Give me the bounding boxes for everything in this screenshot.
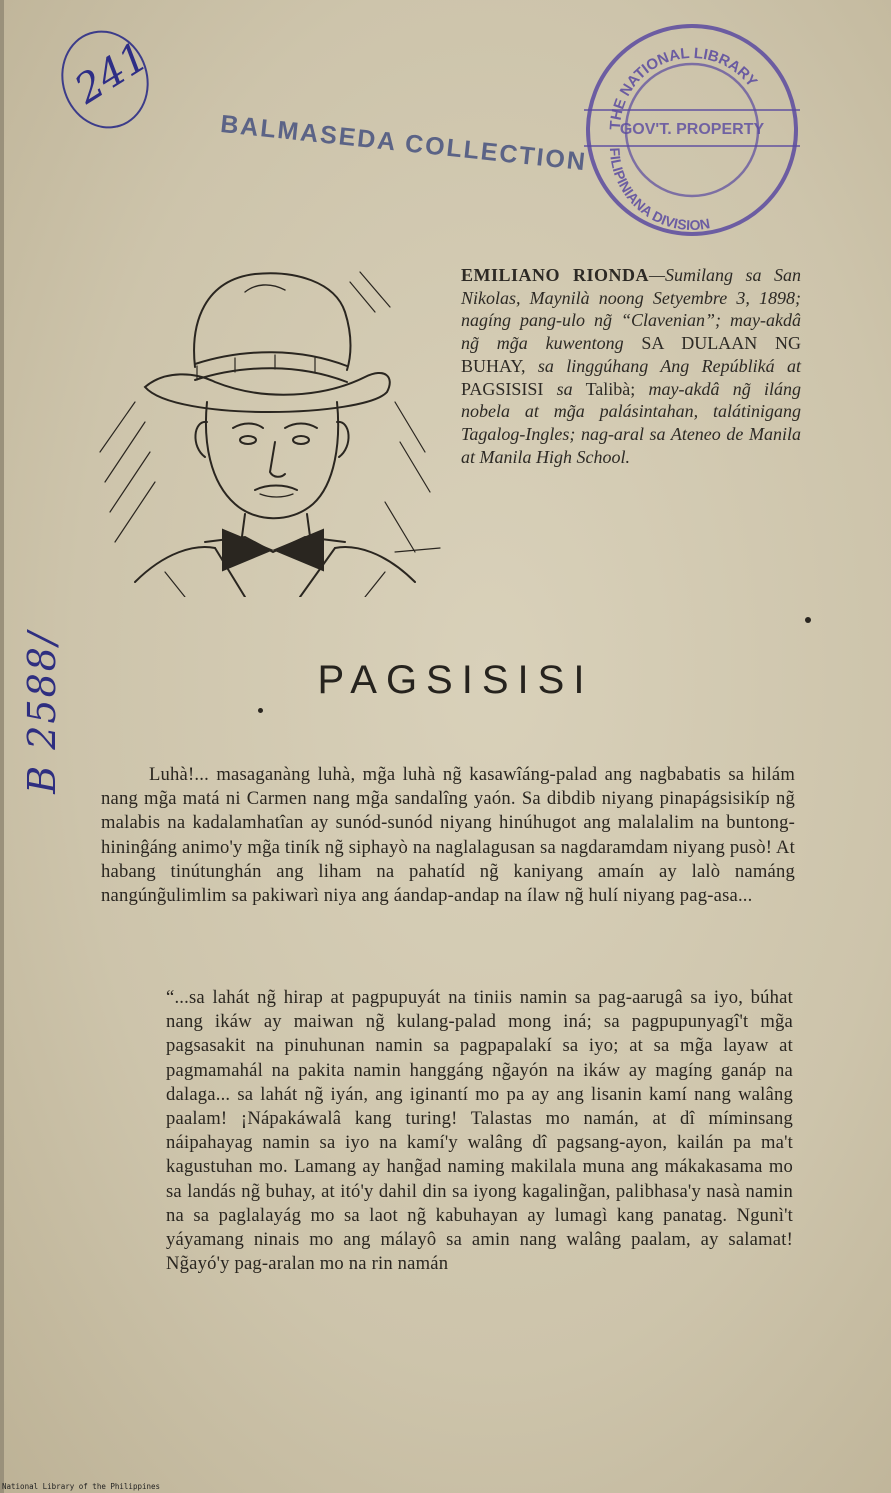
author-bio: [461, 264, 801, 468]
seal-text-middle: GOV'T. PROPERTY: [619, 121, 765, 138]
collection-stamp: BALMASEDA COLLECTION: [219, 110, 589, 177]
footer-credit: National Library of the Philippines: [2, 1482, 161, 1491]
bio-publication: Talibà;: [585, 378, 636, 399]
author-name: EMILIANO RIONDA: [461, 265, 649, 285]
bio-text-3: sa: [556, 378, 573, 399]
story-title: PAGSISISI: [317, 658, 594, 702]
svg-text:FILIPINIANA DIVISION: [607, 147, 711, 233]
bio-text-2: sa linggúhang Ang Repúbliká at: [537, 355, 802, 376]
seal-text-bottom: FILIPINIANA DIVISION: [606, 147, 712, 234]
library-seal: [580, 18, 805, 243]
page-edge: [0, 0, 4, 1493]
bio-work-title-1: SA DULAAN NG BUHAY,: [461, 333, 802, 376]
story-narration: Luhà!... masaganàng luhà, mg̃a luhà ng̃ kasawîáng-palad ang nagbabatis sa hilám nang mg̃a matá ni Carmen nang mg̃a sandalîng yaón. Sa dibdib niyang pinapágsisikíp ng̃ malabis na kadalamhatîan ay sunód-sunód niyang hinúhugot ang malalalim na buntong-hininĝáng animo'y mg̃a tiník ng̃ siphayò na naglalagusan sa nagdaramdam niyang pusò! At habang tinútunghán ang liham na pahatíd ng̃ kaniyang amaín ay lalò namáng nangúng̃ulimlim sa pakiwarì niya ang áandap-andap na ílaw ng̃ hulí niyang pag-asa...: [101, 764, 795, 907]
bio-work-title-2: PAGSISISI: [461, 378, 544, 399]
bio-text-1: Sumilang sa San Nikolas, Maynilà noong Setyembre 3, 1898; nagíng pang-ulo ng̃ “Clavenian”; may-akdâ ng̃ mg̃a kuwentong: [461, 265, 801, 354]
seal-text-top: THE NATIONAL LIBRARY: [606, 44, 761, 131]
bio-dash: —: [649, 265, 666, 285]
author-portrait: [95, 252, 445, 597]
handwritten-accession-number: B 2588/: [19, 630, 64, 794]
handwritten-number: 241: [67, 33, 157, 114]
ink-speck: [258, 708, 263, 713]
svg-text:THE NATIONAL LIBRARY: [607, 45, 761, 130]
bio-text-4: may-akdâ ng̃ iláng nobela at mg̃a palásintahan, talátinigang Tagalog-Ingles; nag-aral sa Ateneo de Manila at Manila High School.: [461, 378, 802, 467]
story-letter-quote: “...sa lahát ng̃ hirap at pagpupuyát na tiniis namin sa pag-aarugâ sa iyo, búhat nang ikáw ay maiwan ng̃ kulang-palad mong iná; sa pagpupunyagî't mg̃a pagsasakit na pinuhunan namin sa pagpapalakí sa iyo; at sa mg̃a layaw at pagmamahál na pakita namin hanggáng ng̃ayón na ikáw ay magíng ganáp na dalaga... sa lahát ng̃ iyán, ang iginantí mo pa ay ang lisanin kamí nang walâng paalam! ¡Nápakáwalâ kang turing! Talastas mo namán, at dî míminsang náipahayag namin sa iyo na kamí'y walâng dî pagsang-ayon, kailán pa ma't kagustuhan mo. Lamang ay hang̃ad naming makilala muna ang mákakasama mo sa landás ng̃ buhay, at itó'y dahil din sa iyong kagaling̃an, palibhasa'y nasà namin na sa paglalayág mo sa laot ng̃ kabuhayan ay lumagì kang panatag. Ngunì't yáyamang ninais mo ang málayô sa amin nang walâng paalam, ay salamat! Ng̃ayó'y pag-aralan mo na rin namán: [166, 987, 793, 1275]
ink-speck: [805, 617, 811, 623]
